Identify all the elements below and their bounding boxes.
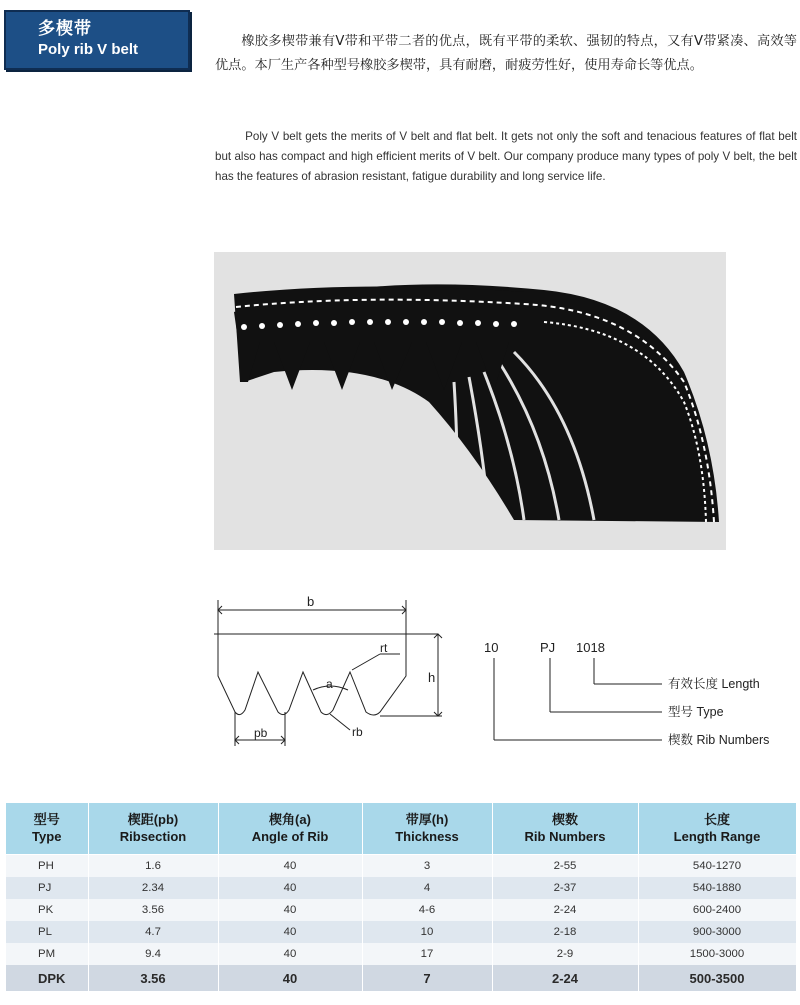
code-rib-number: 10	[484, 640, 499, 655]
cell-angle: 40	[218, 921, 362, 943]
code-type: PJ	[540, 640, 556, 655]
cell-ribsection: 2.34	[88, 877, 218, 899]
cell-angle: 40	[218, 899, 362, 921]
cell-ribsection: 4.7	[88, 921, 218, 943]
cell-length: 540-1270	[638, 855, 796, 878]
cell-angle: 40	[218, 965, 362, 991]
col-header-thickness: 带厚(h) Thickness	[362, 803, 492, 855]
legend-length: 有效长度 Length	[668, 677, 760, 691]
cell-thickness: 7	[362, 965, 492, 991]
cell-rib-numbers: 2-24	[492, 899, 638, 921]
cell-rib-numbers: 2-37	[492, 877, 638, 899]
label-pb: pb	[254, 726, 268, 740]
section-title-en: Poly rib V belt	[38, 41, 139, 58]
cell-angle: 40	[218, 877, 362, 899]
cell-rib-numbers: 2-18	[492, 921, 638, 943]
belt-profile-diagram	[200, 590, 460, 764]
spec-table	[6, 803, 797, 991]
col-header-rib-numbers: 楔数 Rib Numbers	[492, 803, 638, 855]
cell-rib-numbers: 2-9	[492, 943, 638, 965]
cell-ribsection: 3.56	[88, 899, 218, 921]
belt-illustration-svg	[214, 252, 726, 550]
cell-length: 600-2400	[638, 899, 796, 921]
legend-type: 型号 Type	[668, 705, 724, 719]
col-header-angle: 楔角(a) Angle of Rib	[218, 803, 362, 855]
cell-length: 540-1880	[638, 877, 796, 899]
table-row	[6, 899, 796, 921]
section-title-zh: 多楔带	[38, 19, 92, 39]
cell-rib-numbers: 2-24	[492, 965, 638, 991]
cell-length: 1500-3000	[638, 943, 796, 965]
table-row	[6, 877, 796, 899]
intro-paragraph-en: Poly V belt gets the merits of V belt and flat belt. It gets not only the soft and tenacious features of flat belt but also has compact and high efficient merits of V belt. Our company produce many types of poly V belt, the belt has the features of abrasion resistant, fatigue durability and long service life.	[215, 130, 797, 183]
table-row	[6, 943, 796, 965]
code-length: 1018	[576, 640, 605, 655]
type-code-svg	[470, 630, 795, 755]
col-header-type: 型号 Type	[6, 803, 88, 855]
cell-type: PH	[6, 855, 88, 878]
col-header-length: 长度 Length Range	[638, 803, 796, 855]
label-a: a	[326, 677, 333, 691]
legend-ribs: 楔数 Rib Numbers	[668, 733, 770, 747]
cell-type: PL	[6, 921, 88, 943]
label-rb: rb	[352, 725, 363, 739]
cell-ribsection: 3.56	[88, 965, 218, 991]
cell-thickness: 3	[362, 855, 492, 878]
cell-type: PJ	[6, 877, 88, 899]
label-b: b	[307, 594, 315, 609]
spec-table-header-row	[6, 803, 796, 855]
col-header-ribsection: 楔距(pb) Ribsection	[88, 803, 218, 855]
table-row	[6, 855, 796, 878]
type-code-diagram	[470, 630, 795, 759]
intro-paragraph-zh: 橡胶多楔带兼有V带和平带二者的优点，既有平带的柔软、强韧的特点，又有V带紧凑、高效等优点。本厂生产各种型号橡胶多楔带，具有耐磨，耐疲劳性好，使用寿命长等优点。	[215, 34, 797, 73]
table-row	[6, 965, 796, 991]
belt-profile-svg	[200, 590, 460, 760]
table-row	[6, 921, 796, 943]
cell-thickness: 4-6	[362, 899, 492, 921]
cell-length: 500-3500	[638, 965, 796, 991]
cell-ribsection: 1.6	[88, 855, 218, 878]
cell-thickness: 10	[362, 921, 492, 943]
label-rt: rt	[380, 641, 388, 655]
cell-thickness: 4	[362, 877, 492, 899]
label-h: h	[428, 670, 436, 685]
cell-type: PM	[6, 943, 88, 965]
belt-illustration	[214, 252, 726, 550]
cell-type: PK	[6, 899, 88, 921]
cell-length: 900-3000	[638, 921, 796, 943]
cell-rib-numbers: 2-55	[492, 855, 638, 878]
cell-thickness: 17	[362, 943, 492, 965]
cell-ribsection: 9.4	[88, 943, 218, 965]
section-title-badge	[4, 10, 190, 70]
cell-angle: 40	[218, 943, 362, 965]
cell-angle: 40	[218, 855, 362, 878]
cell-type: DPK	[6, 965, 88, 991]
